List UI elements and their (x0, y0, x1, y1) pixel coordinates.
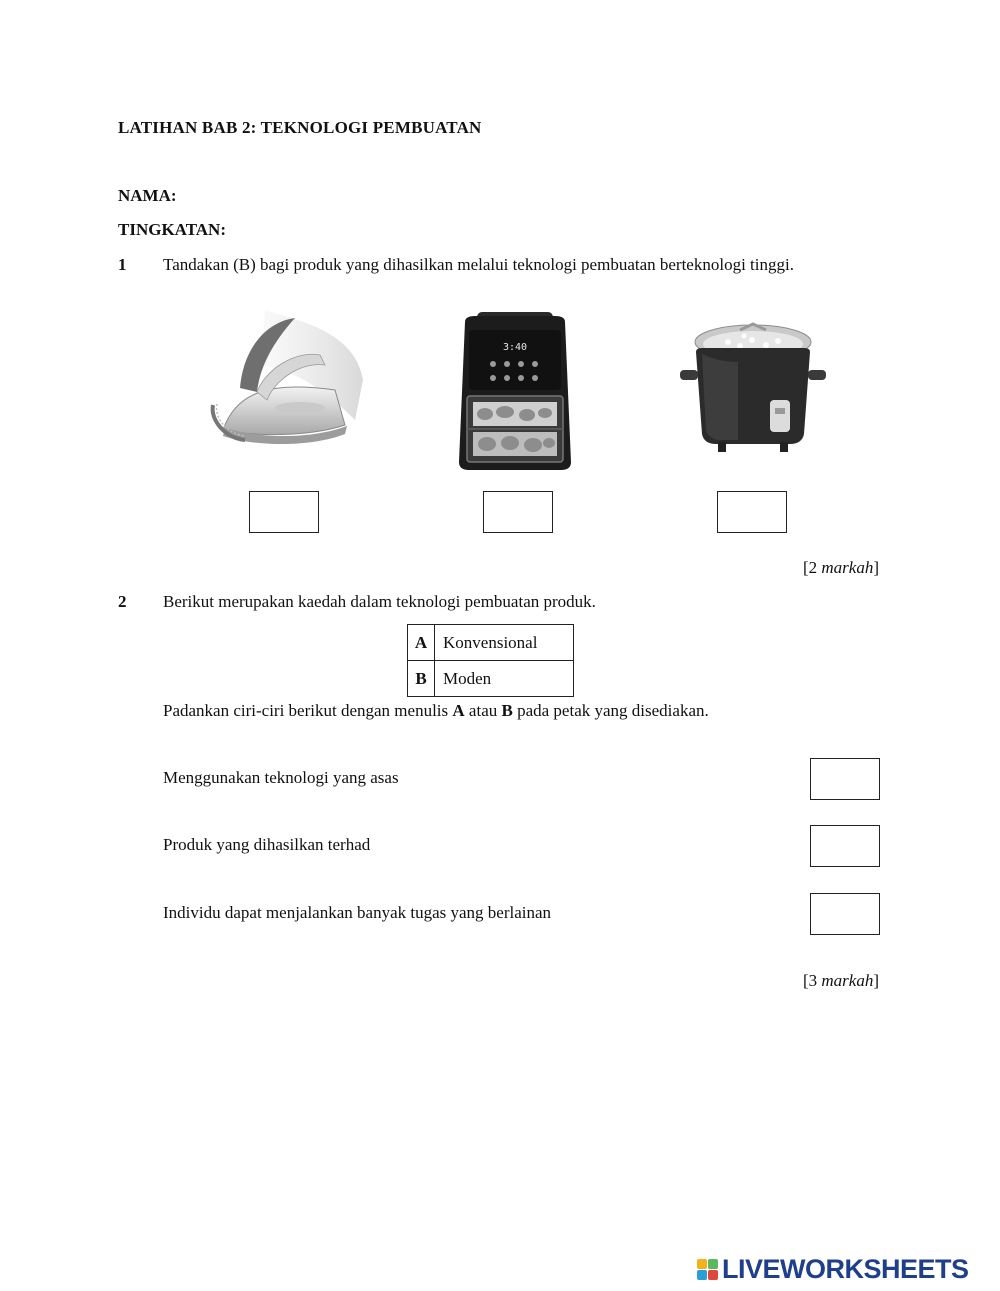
form-label: TINGKATAN: (118, 220, 226, 239)
methods-table (407, 624, 574, 697)
statement-3: Individu dapat menjalankan banyak tugas yang berlainan (163, 903, 552, 922)
question-1-marks: [2 markah] (802, 558, 879, 577)
liveworksheets-icon (697, 1259, 718, 1280)
method-label: Konvensional (435, 625, 574, 661)
name-label: NAMA: (118, 186, 177, 205)
answer-box-air-fryer[interactable] (483, 491, 553, 533)
answer-box-steam-iron[interactable] (249, 491, 319, 533)
answer-box-statement-2[interactable] (810, 825, 880, 867)
question-1-text: Tandakan (B) bagi produk yang dihasilkan melalui teknologi pembuatan berteknologi tinggi. (163, 255, 794, 274)
question-2-number: 2 (118, 592, 127, 611)
method-key: B (408, 661, 435, 697)
answer-box-statement-1[interactable] (810, 758, 880, 800)
air-fryer-image (455, 312, 575, 474)
brand-name: LIVEWORKSHEETS (722, 1254, 969, 1284)
answer-box-rice-cooker[interactable] (717, 491, 787, 533)
steam-iron-image (205, 310, 365, 465)
question-1-number: 1 (118, 255, 127, 274)
question-2-marks: [3 markah] (802, 971, 879, 990)
method-key: A (408, 625, 435, 661)
statement-1: Menggunakan teknologi yang asas (163, 768, 399, 787)
statement-2: Produk yang dihasilkan terhad (163, 835, 371, 854)
air-fryer-display: 3:40 (502, 342, 528, 353)
method-label: Moden (435, 661, 574, 697)
question-2-instruction: Padankan ciri-ciri berikut dengan menulis A atau B pada petak yang disediakan. (163, 701, 709, 720)
question-2-text: Berikut merupakan kaedah dalam teknologi pembuatan produk. (163, 592, 596, 611)
rice-cooker-image (678, 322, 828, 457)
answer-box-statement-3[interactable] (810, 893, 880, 935)
worksheet-title: LATIHAN BAB 2: TEKNOLOGI PEMBUATAN (118, 118, 482, 137)
liveworksheets-logo[interactable] (697, 1254, 969, 1285)
table-row (408, 625, 574, 661)
table-row (408, 661, 574, 697)
